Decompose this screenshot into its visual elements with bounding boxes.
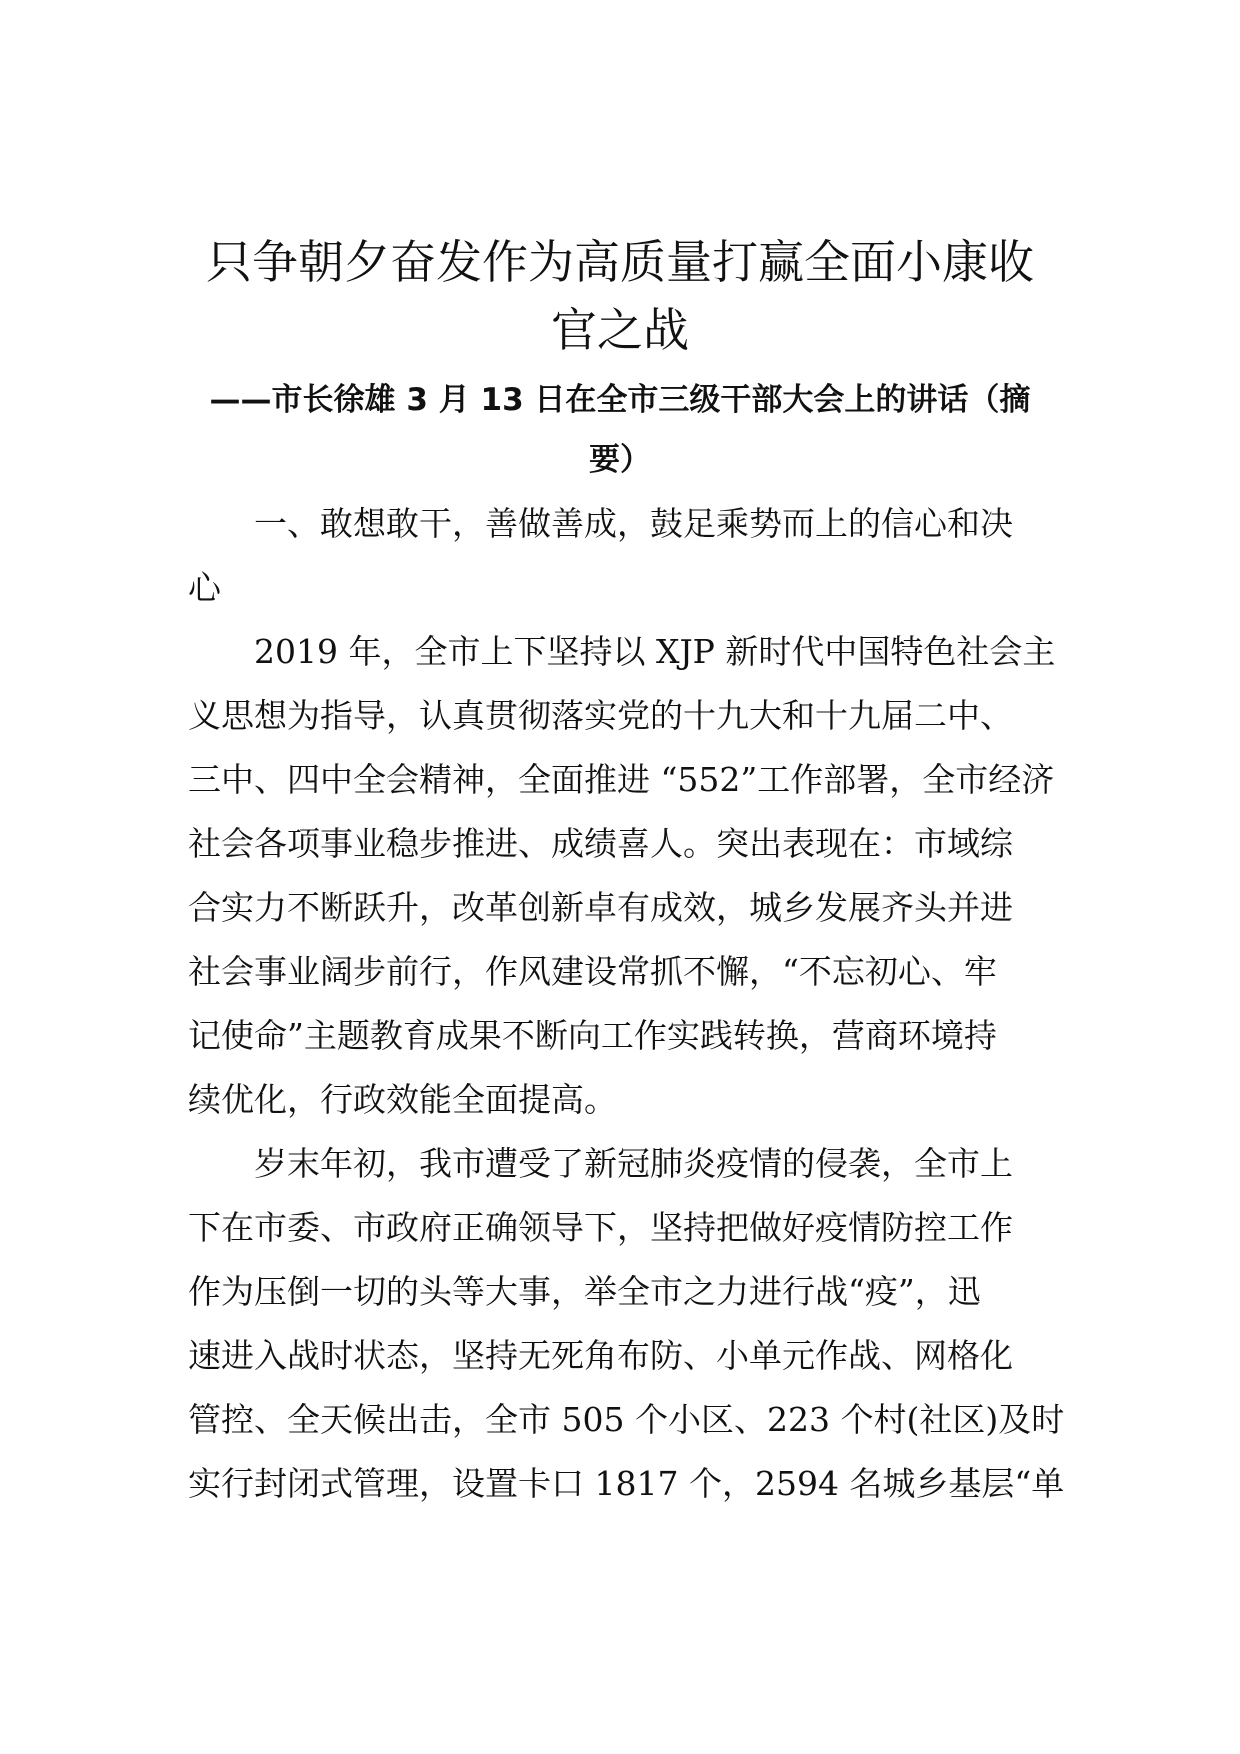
paragraph-1-line: 2019 年，全市上下坚持以 XJP 新时代中国特色社会主 bbox=[254, 632, 1056, 671]
paragraph-2-line: 速进入战时状态，坚持无死角布防、小单元作战、网格化 bbox=[188, 1336, 1013, 1375]
paragraph-1-line: 义思想为指导，认真贯彻落实党的十九大和十九届二中、 bbox=[188, 696, 1013, 735]
paragraph-2-line: 实行封闭式管理，设置卡口 1817 个，2594 名城乡基层“单 bbox=[188, 1464, 1065, 1503]
section-heading-line-1: 一、敢想敢干，善做善成，鼓足乘势而上的信心和决 bbox=[254, 504, 1013, 543]
paragraph-2-line: 管控、全天候出击，全市 505 个小区、223 个村(社区)及时 bbox=[188, 1400, 1065, 1439]
paragraph-1-line: 合实力不断跃升，改革创新卓有成效，城乡发展齐头并进 bbox=[188, 888, 1013, 927]
paragraph-2-line: 作为压倒一切的头等大事，举全市之力进行战“疫”，迅 bbox=[188, 1272, 981, 1311]
section-heading-line-2: 心 bbox=[188, 568, 221, 607]
paragraph-1-line: 社会事业阔步前行，作风建设常抓不懈，“不忘初心、牢 bbox=[188, 952, 997, 991]
paragraph-2-line: 下在市委、市政府正确领导下，坚持把做好疫情防控工作 bbox=[188, 1208, 1013, 1247]
paragraph-1-line: 续优化，行政效能全面提高。 bbox=[188, 1080, 617, 1119]
paragraph-1-line: 记使命”主题教育成果不断向工作实践转换，营商环境持 bbox=[188, 1016, 997, 1055]
document-subtitle-line-1: ——市长徐雄 3 月 13 日在全市三级干部大会上的讲话（摘 bbox=[209, 382, 1031, 418]
paragraph-1-line: 三中、四中全会精神，全面推进 “552”工作部署，全市经济 bbox=[188, 760, 1055, 799]
paragraph-1-line: 社会各项事业稳步推进、成绩喜人。突出表现在：市域综 bbox=[188, 824, 1013, 863]
document-title-line-2: 官之战 bbox=[551, 303, 689, 357]
paragraph-2-line: 岁末年初，我市遭受了新冠肺炎疫情的侵袭，全市上 bbox=[254, 1144, 1013, 1183]
document-title-line-1: 只争朝夕奋发作为高质量打赢全面小康收 bbox=[206, 235, 1034, 289]
document-subtitle-line-2: 要） bbox=[589, 442, 651, 478]
